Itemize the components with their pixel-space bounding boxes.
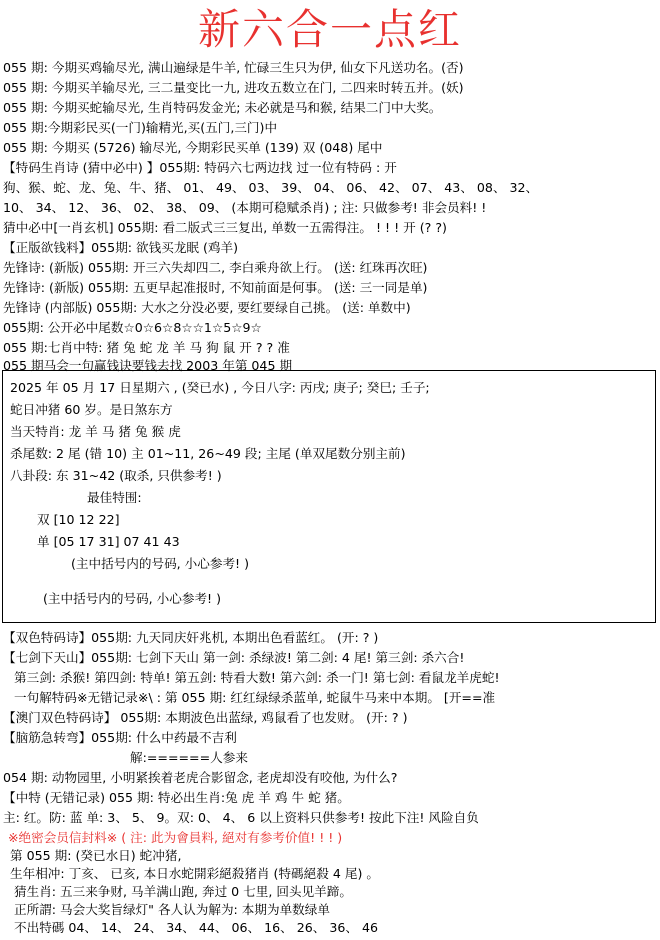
text-line: 生年相冲: 丁亥、 已亥, 本日水蛇開彩絕殺猪肖 (特碼絕殺 4 尾) 。 [10, 866, 379, 881]
text-line-highlight: ※绝密会员信封料※ ( 注: 此为會員料, 絕对有参考价值! ! ! ) [8, 830, 343, 845]
text-line: 主: 红。防: 蓝 单: 3、 5、 9。双: 0、 4、 6 以上资料只供参考! 按此下注! 风险自负 [3, 810, 479, 825]
box-line-bagua: 八卦段: 东 31~42 (取杀, 只供参考! ) [10, 468, 222, 483]
text-line: 第三剑: 杀猴! 第四剑: 特单! 第五剑: 特看大数! 第六剑: 杀一门! 第七剑: 看鼠龙羊虎蛇! [14, 670, 500, 685]
box-line-shuang: 双 [10 12 22] [37, 512, 120, 527]
text-line: 055 期: 今期买鸡输尽光, 满山遍绿是牛羊, 忙碌三生只为伊, 仙女下凡送功名。(否) [3, 60, 464, 75]
text-line: 055 期: 今期买 (5726) 输尽光, 今期彩民买单 (139) 双 (048) 尾中 [3, 140, 383, 155]
text-line: 【中特 (无错记录) 055 期: 特必出生肖:兔 虎 羊 鸡 牛 蛇 猪。 [3, 790, 350, 805]
text-line: 狗、猴、蛇、龙、兔、牛、猪、 01、 49、 03、 39、 04、 06、 42、 07、 43、 08、 32、 [3, 180, 539, 195]
box-line-dan: 单 [05 17 31] 07 41 43 [37, 534, 180, 549]
text-line: 一句解特码※无错记录※\ : 第 055 期: 红红绿绿杀蓝单, 蛇鼠牛马来中本期。 [开==准 [14, 690, 496, 705]
text-line: 055 期: 今期买羊输尽光, 三二量变比一九, 进攻五数立在门, 二四来时转五并。(妖) [3, 80, 464, 95]
page-title: 新六合一点红 [197, 5, 462, 54]
box-line-note: (主中括号内的号码, 小心参考! ) [71, 556, 250, 571]
box-line-texiao: 当天特肖: 龙 羊 马 猪 兔 猴 虎 [10, 424, 181, 439]
text-line: 先锋诗 (内部版) 055期: 大水之分没必要, 要红要绿自己挑。 (送: 单数中) [3, 300, 411, 315]
text-line: 猜生肖: 五三来争财, 马羊满山跑, 奔过 0 七里, 回头见羊蹄。 [14, 884, 352, 899]
text-line: 正所謂: 马会大奖旨绿灯" 各人认为解为: 本期为单数绿单 [14, 902, 330, 917]
text-line: 第 055 期: (癸已水日) 蛇冲猪, [10, 848, 182, 863]
box-line-note: (主中括号内的号码, 小心参考! ) [43, 591, 222, 606]
text-line: 不出特碼 04、 14、 24、 34、 44、 06、 16、 26、 36、 46 [14, 920, 379, 935]
text-line: 解:======人参来 [130, 750, 248, 765]
text-line: 先锋诗: (新版) 055期: 五更早起准报时, 不知前面是何事。 (送: 三一同是单) [3, 280, 428, 295]
text-line: 055 期马会一句赢钱诀要钱去找 2003 年第 045 期 [3, 358, 293, 373]
box-line-tewei: 最佳特围: [87, 490, 142, 505]
text-line: 【双色特码诗】055期: 九天同庆奸兆机, 本期出色看蓝红。 (开: ? ) [3, 630, 379, 645]
box-line-chong: 蛇日冲猪 60 岁。是日煞东方 [10, 402, 173, 417]
box-line-date: 2025 年 05 月 17 日星期六 , (癸已水) , 今日八字: 丙戌; 庚子; 癸巳; 壬子; [10, 380, 430, 395]
text-line: 【澳门双色特码诗】 055期: 本期波色出蓝绿, 鸡鼠看了也发财。 (开: ? ) [3, 710, 408, 725]
text-line: 【正版欲钱料】055期: 欲钱买龙眠 (鸡羊) [3, 240, 239, 255]
text-line: 055 期:七肖中特: 猪 兔 蛇 龙 羊 马 狗 鼠 开 ? ? 准 [3, 340, 290, 355]
text-line: 【脑筋急转弯】055期: 什么中药最不吉利 [3, 730, 237, 745]
box-line-shawei: 杀尾数: 2 尾 (错 10) 主 01~11, 26~49 段; 主尾 (单双尾数分别主前) [10, 446, 406, 461]
text-line: 055期: 公开必中尾数☆0☆6☆8☆☆1☆5☆9☆ [3, 320, 262, 335]
info-box [2, 370, 656, 623]
text-line: 055 期: 今期买蛇输尽光, 生肖特码发金光; 未必就是马和猴, 结果二门中大奖。 [3, 100, 442, 115]
text-line: 【特码生肖诗 (猜中必中) 】055期: 特码六七两边找 过一位有特码 : 开 [3, 160, 397, 175]
text-line: 猜中必中[一肖玄机] 055期: 看二版式三三复出, 单数一五需得注。 ! ! ! 开 (? ?) [3, 220, 447, 235]
text-line: 10、 34、 12、 36、 02、 38、 09、 (本期可稳赋杀肖) ; 注: 只做参考! 非会员料! ! [3, 200, 487, 215]
text-line: 055 期:今期彩民买(一门)输精光,买(五门,三门)中 [3, 120, 278, 135]
text-line: 先锋诗: (新版) 055期: 开三六失却四二, 李白乘舟欲上行。 (送: 红珠再次旺) [3, 260, 428, 275]
text-line: 【七剑下天山】055期: 七剑下天山 第一剑: 杀绿波! 第二剑: 4 尾! 第三剑: 杀六合! [3, 650, 465, 665]
text-line: 054 期: 动物园里, 小明紧挨着老虎合影留念, 老虎却没有咬他, 为什么? [3, 770, 398, 785]
